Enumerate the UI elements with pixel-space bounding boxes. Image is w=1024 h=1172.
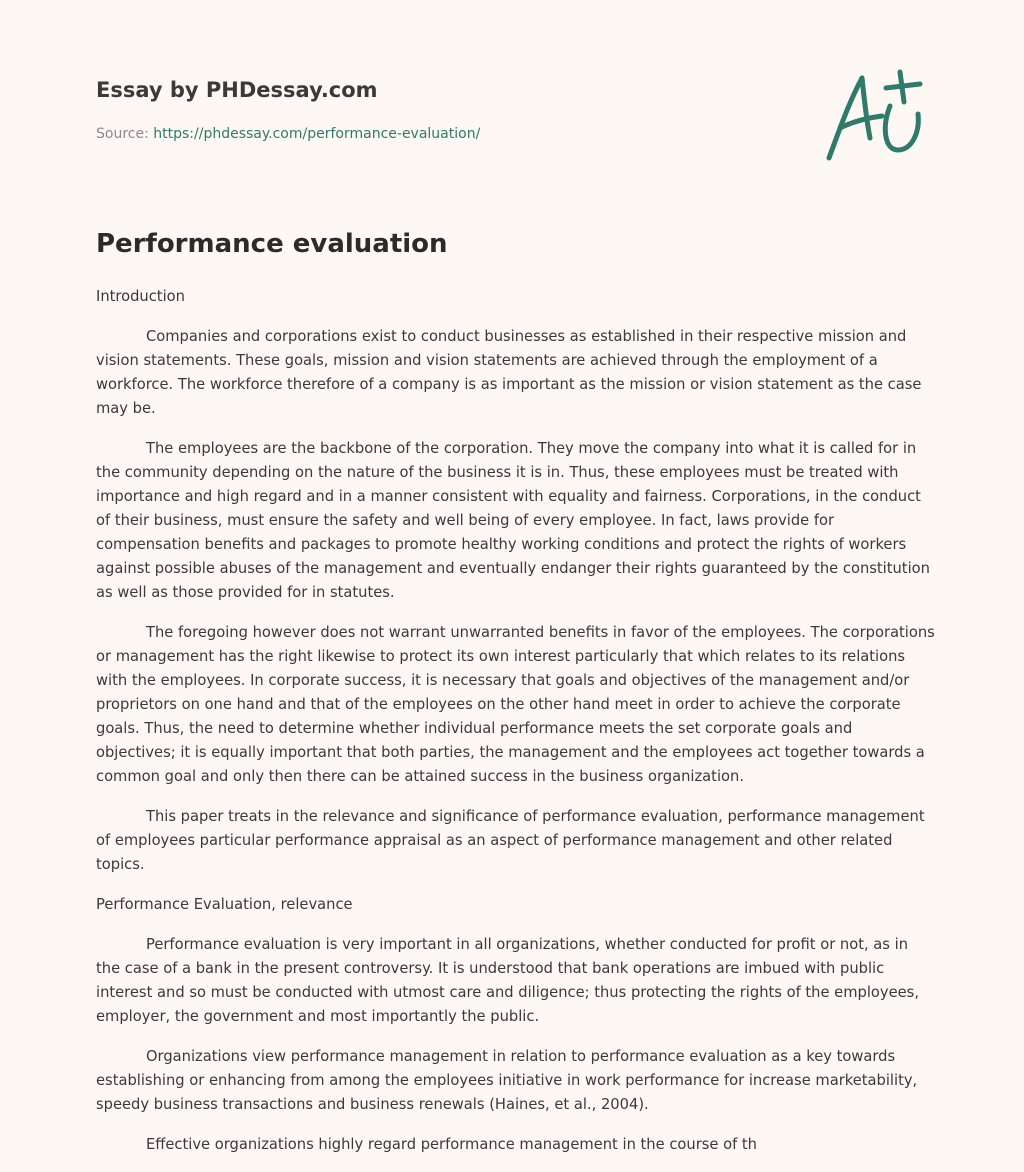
site-title: Essay by PHDessay.com — [96, 78, 378, 102]
paragraph: The foregoing however does not warrant unwarranted benefits in favor of the employees. The corporations or management has the right likewise to protect its own interest particularly that which relates to its relations with the employees. In corporate success, it is necessary that goals and objectives of the management and/or proprietors on one hand and that of the employees on the other hand meet in order to achieve the corporate goals. Thus, the need to determine whether individual performance meets the set corporate goals and objectives; it is equally important that both parties, the management and the employees act together towards a common goal and only then there can be attained success in the business organization. — [96, 624, 935, 785]
section-heading: Performance Evaluation, relevance — [96, 896, 353, 913]
paragraph: Performance evaluation is very important in all organizations, whether conducted for profit or not, as in the case of a bank in the present controversy. It is understood that bank operations are imbued with public interest and so must be conducted with utmost care and diligence; thus protecting the rights of the employees, employer, the government and most importantly the public. — [96, 936, 919, 1025]
paragraph: Effective organizations highly regard performance management in the course of th — [146, 1136, 757, 1153]
section-heading: Introduction — [96, 288, 185, 305]
source-line — [96, 124, 480, 144]
paragraph: This paper treats in the relevance and significance of performance evaluation, performance management of employees particular performance appraisal as an aspect of performance management and other related topics. — [96, 808, 925, 873]
a-plus-logo-icon — [820, 66, 930, 166]
paragraph: Companies and corporations exist to conduct businesses as established in their respective mission and vision statements. These goals, mission and vision statements are achieved through the employment of a workforce. The workforce therefore of a company is as important as the mission or vision statement as the case may be. — [96, 328, 922, 417]
source-label: Source: — [96, 126, 149, 142]
paragraph: Organizations view performance management in relation to performance evaluation as a key towards establishing or enhancing from among the employees initiative in work performance for increase marketability, speedy business transactions and business renewals (Haines, et al., 2004). — [96, 1048, 918, 1113]
essay-body — [96, 285, 936, 1172]
document-title: Performance evaluation — [96, 229, 448, 259]
source-link[interactable]: https://phdessay.com/performance-evaluation/ — [153, 126, 481, 142]
paragraph: The employees are the backbone of the corporation. They move the company into what it is called for in the community depending on the nature of the business it is in. Thus, these employees must be treated with importance and high regard and in a manner consistent with equality and fairness. Corporations, in the conduct of their business, must ensure the safety and well being of every employee. In fact, laws provide for compensation benefits and packages to promote healthy working conditions and protect the rights of workers against possible abuses of the management and eventually endanger their rights guaranteed by the constitution as well as those provided for in statutes. — [96, 440, 930, 601]
